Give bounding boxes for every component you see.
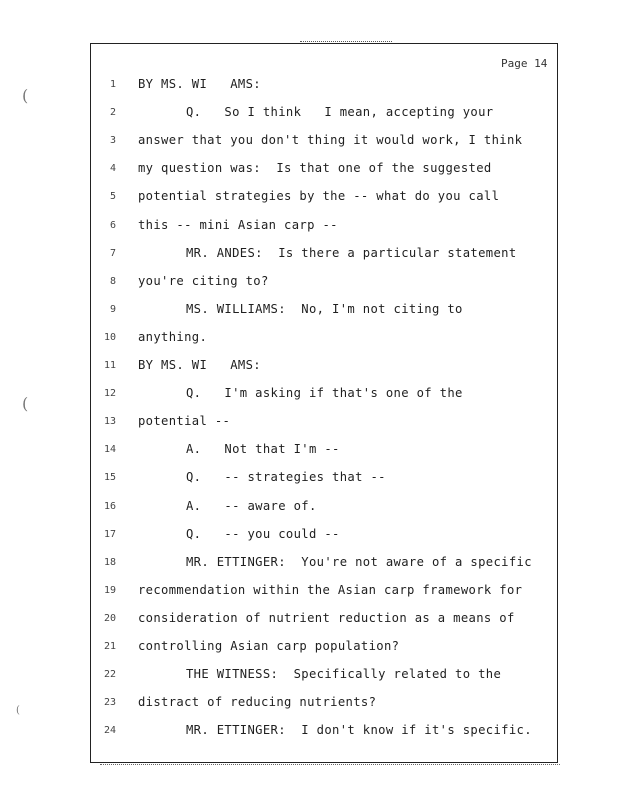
line-number: 13 <box>103 416 116 428</box>
line-number: 8 <box>109 275 116 287</box>
transcript-line <box>0 330 618 350</box>
transcript-line <box>0 470 618 490</box>
line-number: 9 <box>109 303 116 315</box>
transcript-line <box>0 189 618 209</box>
line-number: 24 <box>103 725 116 737</box>
line-number: 3 <box>109 135 116 147</box>
line-number: 7 <box>109 247 116 259</box>
transcript-line <box>0 583 618 603</box>
line-number: 23 <box>103 697 116 709</box>
transcript-line <box>0 274 618 294</box>
line-number: 17 <box>103 528 116 540</box>
line-text: MR. ETTINGER: You're not aware of a specific <box>186 554 532 569</box>
line-text: answer that you don't thing it would work, I think <box>138 133 523 148</box>
line-text: recommendation within the Asian carp framework for <box>138 582 523 597</box>
line-number: 14 <box>103 444 116 456</box>
line-number: 4 <box>109 163 116 175</box>
transcript-line <box>0 555 618 575</box>
line-text: THE WITNESS: Specifically related to the <box>186 667 502 682</box>
transcript-line <box>0 358 618 378</box>
line-number: 20 <box>103 612 116 624</box>
binder-hole-mark: ( <box>16 705 20 716</box>
line-number: 18 <box>103 556 116 568</box>
line-number: 11 <box>103 360 116 371</box>
line-text: A. -- aware of. <box>186 498 317 513</box>
transcript-line <box>0 527 618 547</box>
line-text: Q. -- strategies that -- <box>186 470 386 485</box>
transcript-line <box>0 218 618 238</box>
line-text: BY MS. WI AMS: <box>138 77 261 91</box>
transcript-line <box>0 77 618 97</box>
transcript-line <box>0 302 618 322</box>
transcript-line <box>0 667 618 687</box>
line-text: Q. I'm asking if that's one of the <box>186 386 463 401</box>
line-text: this -- mini Asian carp -- <box>138 217 338 232</box>
scan-artifact-top <box>300 41 392 44</box>
line-number: 2 <box>109 107 116 119</box>
line-number: 19 <box>103 584 116 596</box>
line-number: 21 <box>103 641 116 652</box>
line-number: 5 <box>109 191 116 203</box>
line-number: 1 <box>109 79 116 90</box>
transcript-line <box>0 499 618 519</box>
line-text: Q. -- you could -- <box>186 526 340 541</box>
line-text: you're citing to? <box>138 273 269 288</box>
transcript-line <box>0 611 618 631</box>
binder-hole-mark: ( <box>22 86 29 105</box>
line-number: 15 <box>103 472 116 484</box>
transcript-line <box>0 442 618 462</box>
line-text: potential strategies by the -- what do you call <box>138 189 500 204</box>
line-text: potential -- <box>138 414 231 429</box>
transcript-line <box>0 639 618 659</box>
line-number: 22 <box>103 669 116 681</box>
line-text: Q. So I think I mean, accepting your <box>186 105 494 120</box>
line-text: anything. <box>138 329 208 344</box>
line-number: 12 <box>103 388 116 400</box>
binder-hole-mark: ( <box>22 394 29 413</box>
transcript-line <box>0 161 618 181</box>
transcript-line <box>0 723 618 743</box>
line-number: 10 <box>103 331 116 343</box>
line-text: MS. WILLIAMS: No, I'm not citing to <box>186 301 463 316</box>
transcript-line <box>0 695 618 715</box>
line-text: my question was: Is that one of the suggested <box>138 161 492 176</box>
transcript-line <box>0 414 618 434</box>
line-number: 6 <box>109 219 116 231</box>
transcript-line <box>0 386 618 406</box>
transcript-line <box>0 246 618 266</box>
scan-artifact-bottom <box>100 764 560 767</box>
page-number-label: Page 14 <box>501 57 548 70</box>
line-text: consideration of nutrient reduction as a means of <box>138 610 515 625</box>
transcript-line <box>0 133 618 153</box>
line-text: BY MS. WI AMS: <box>138 358 261 372</box>
line-text: controlling Asian carp population? <box>138 639 400 653</box>
line-text: distract of reducing nutrients? <box>138 695 377 710</box>
line-text: A. Not that I'm -- <box>186 442 340 457</box>
transcript-line <box>0 105 618 125</box>
line-number: 16 <box>103 500 116 512</box>
line-text: MR. ETTINGER: I don't know if it's specific. <box>186 723 532 738</box>
line-text: MR. ANDES: Is there a particular statement <box>186 245 517 260</box>
